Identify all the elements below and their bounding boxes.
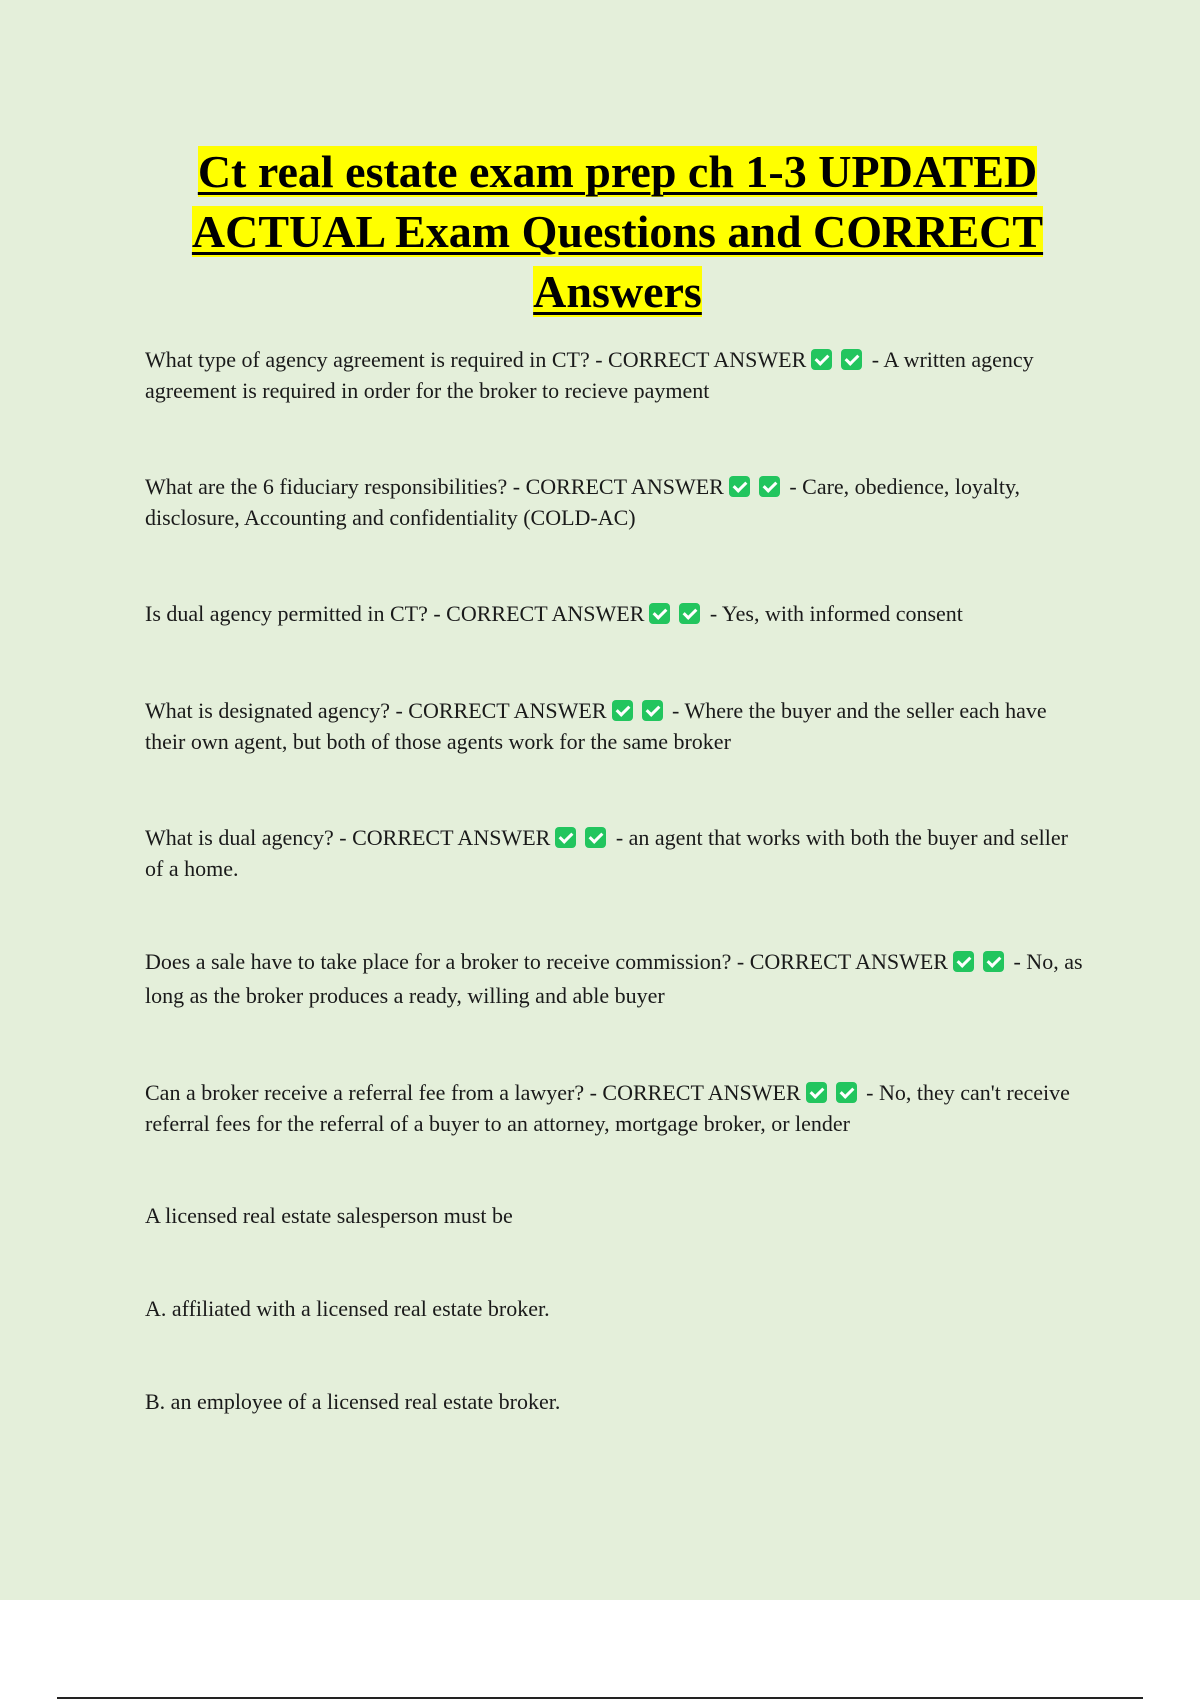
- answer-text: - an agent that works with both the buyer and seller of a home.: [145, 825, 1068, 881]
- question-text: What is dual agency? - CORRECT ANSWER: [145, 825, 551, 850]
- question-text: What are the 6 fiduciary responsibilities? - CORRECT ANSWER: [145, 474, 724, 499]
- answer-text: - No, as long as the broker produces a ready, willing and able buyer: [145, 949, 1083, 1008]
- check-mark-icon: [983, 951, 1004, 972]
- qa-item-7: [145, 1077, 1090, 1139]
- qa-item-5: [145, 822, 1090, 884]
- question-text: What type of agency agreement is required in CT? - CORRECT ANSWER: [145, 347, 807, 372]
- qa-item-3: [145, 598, 1090, 629]
- answer-text: - Yes, with informed consent: [704, 601, 963, 626]
- question-text: Does a sale have to take place for a broker to receive commission? - CORRECT ANSWER: [145, 949, 948, 974]
- check-mark-icon: [649, 603, 670, 624]
- check-mark-icon: [953, 951, 974, 972]
- check-mark-icon: [841, 349, 862, 370]
- qa-item-6: [145, 945, 1090, 1013]
- qa-item-1: [145, 344, 1090, 406]
- option-a: A. affiliated with a licensed real estate broker.: [145, 1296, 550, 1321]
- answer-text: - Care, obedience, loyalty, disclosure, Accounting and confidentiality (COLD-AC): [145, 474, 1021, 530]
- footer-divider: [57, 1697, 1143, 1699]
- answer-text: - Where the buyer and the seller each have their own agent, but both of those agents work for the same broker: [145, 698, 1047, 754]
- check-mark-icon: [612, 700, 633, 721]
- question-text: What is designated agency? - CORRECT ANSWER: [145, 698, 607, 723]
- question-text: Is dual agency permitted in CT? - CORRECT ANSWER: [145, 601, 645, 626]
- check-mark-icon: [806, 1082, 827, 1103]
- question-text: Can a broker receive a referral fee from a lawyer? - CORRECT ANSWER: [145, 1080, 801, 1105]
- answer-text: - A written agency agreement is required in order for the broker to recieve payment: [145, 347, 1034, 403]
- question-stem: A licensed real estate salesperson must be: [145, 1203, 513, 1228]
- qa-item-4: [145, 695, 1090, 757]
- check-mark-icon: [811, 349, 832, 370]
- document-title: [110, 142, 1125, 322]
- qa-item-2: [145, 471, 1090, 533]
- check-mark-icon: [759, 476, 780, 497]
- option-b: B. an employee of a licensed real estate broker.: [145, 1389, 561, 1414]
- answer-text: - No, they can't receive referral fees for the referral of a buyer to an attorney, mortgage broker, or lender: [145, 1080, 1070, 1136]
- check-mark-icon: [585, 827, 606, 848]
- check-mark-icon: [729, 476, 750, 497]
- document-title-text: Ct real estate exam prep ch 1-3 UPDATED ACTUAL Exam Questions and CORRECT Answers: [191, 146, 1044, 317]
- check-mark-icon: [642, 700, 663, 721]
- check-mark-icon: [679, 603, 700, 624]
- check-mark-icon: [836, 1082, 857, 1103]
- check-mark-icon: [555, 827, 576, 848]
